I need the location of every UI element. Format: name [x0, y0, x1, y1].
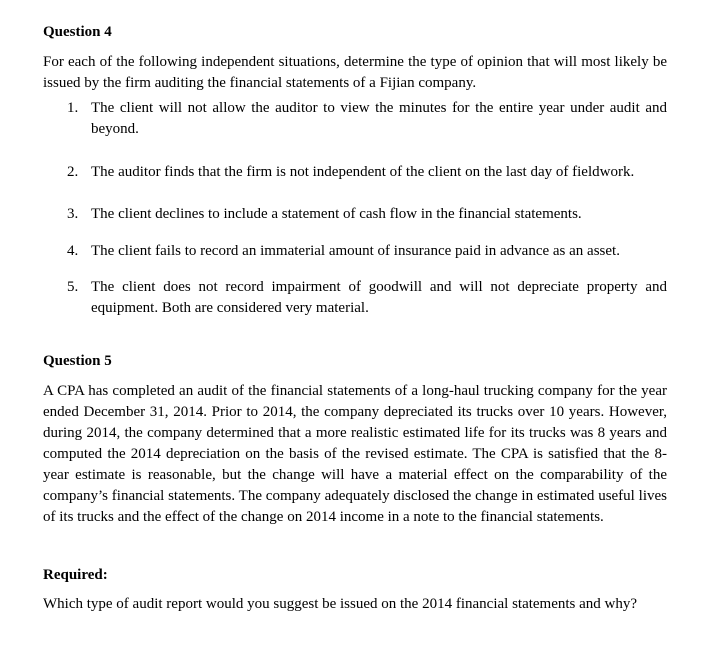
- list-item-text: The client does not record impairment of goodwill and will not depreciate property and equipment. Both are considered very material.: [91, 279, 667, 316]
- required-text: Which type of audit report would you suggest be issued on the 2014 financial statements and why?: [43, 596, 638, 612]
- list-item-number: 1.: [67, 100, 79, 116]
- question-5-body: A CPA has completed an audit of the financial statements of a long-haul trucking company for the year ended December 31, 2014. Prior to 2014, the company depreciated its trucks over 10 years. However, during 2014, the company determined that a more realistic estimated life for its trucks was 8 years and computed the 2014 depreciation on the basis of the revised estimate. The CPA is satisfied that the 8-year estimate is reasonable, but the change will have a material effect on the comparability of the company’s financial statements. The company adequately disclosed the change in estimated useful lives of its trucks and the effect of the change on 2014 income in a note to the financial statements.: [43, 383, 667, 525]
- question-4-heading: Question 4: [43, 24, 112, 40]
- required-heading: Required:: [43, 567, 108, 583]
- list-item-text: The client declines to include a statement of cash flow in the financial statements.: [91, 206, 582, 222]
- list-item-text: The auditor finds that the firm is not independent of the client on the last day of fieldwork.: [91, 164, 635, 180]
- list-item-text: The client will not allow the auditor to view the minutes for the entire year under audit and beyond.: [91, 100, 667, 137]
- list-item-number: 2.: [67, 164, 79, 180]
- list-item-number: 3.: [67, 206, 79, 222]
- question-4-intro: For each of the following independent situations, determine the type of opinion that will most likely be issued by the firm auditing the financial statements of a Fijian company.: [43, 54, 667, 91]
- question-5-heading: Question 5: [43, 353, 112, 369]
- list-item-number: 5.: [67, 279, 79, 295]
- list-item-number: 4.: [67, 243, 79, 259]
- list-item-text: The client fails to record an immaterial amount of insurance paid in advance as an asset.: [91, 243, 620, 259]
